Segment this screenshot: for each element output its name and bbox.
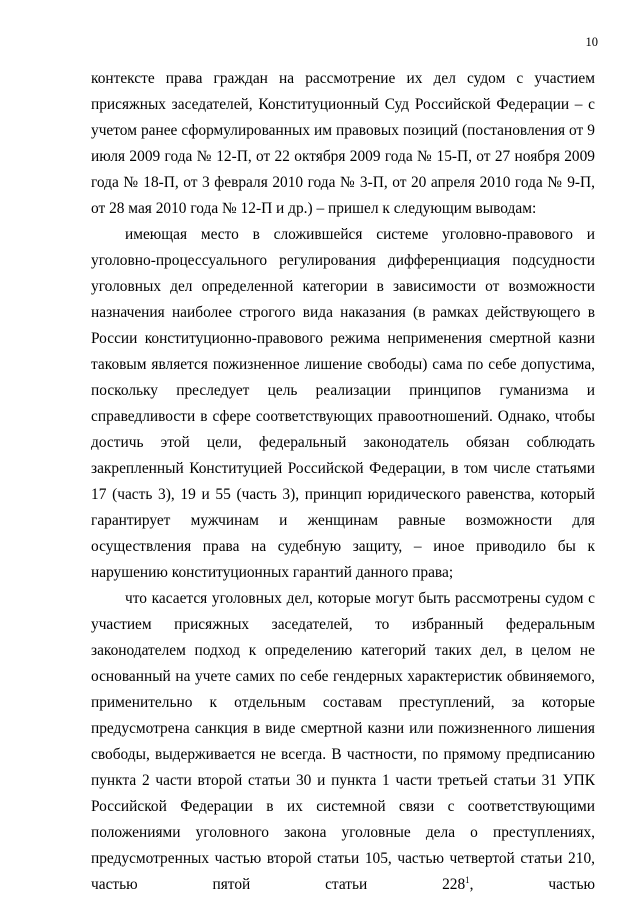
paragraph-text: что касается уголовных дел, которые могут быть рассмотрены судом с участием присяжных заседателей, то избранный федеральным законодателем подход к определению категорий таких дел, в целом не основанный на учете самих по себе гендерных характеристик обвиняемого, применительно к отдельным составам преступлений, за которые предусмотрена санкция в виде смертной казни или пожизненного лишения свободы, выдерживается не всегда. В частности, по прямому предписанию пункта 2 части второй статьи 30 и пункта 1 части третьей статьи 31 УПК Российской Федерации в их системной связи с соответствующими положениями уголовного закона уголовные дела о преступлениях, предусмотренных частью второй статьи 105, частью четвертой статьи 210, частью пятой статьи 228 (91, 590, 595, 893)
document-body (91, 66, 595, 898)
paragraph-continuation: контексте права граждан на рассмотрение их дел судом с участием присяжных заседателей, Конституционный Суд Российской Федерации – с учетом ранее сформулированных им правовых позиций (постановления от 9 июля 2009 года № 12-П, от 22 октября 2009 года № 15-П, от 27 ноября 2009 года № 18-П, от 3 февраля 2010 года № 3-П, от 20 апреля 2010 года № 9-П, от 28 мая 2010 года № 12-П и др.) – пришел к следующим выводам: (91, 70, 595, 217)
page-number: 10 (585, 35, 598, 49)
paragraph-conclusion-jury-cases (91, 586, 595, 898)
paragraph-text-tail: , частью (469, 876, 596, 893)
paragraph-conclusion-differentiation: имеющая место в сложившейся системе уголовно-правового и уголовно-процессуального регулирования дифференциация подсудности уголовных дел определенной категории в зависимости от возможности назначения наиболее строгого вида наказания (в рамках действующего в России конституционно-правового режима неприменения смертной казни таковым является пожизненное лишение свободы) сама по себе допустима, поскольку преследует цель реализации принципов гуманизма и справедливости в сфере соответствующих правоотношений. Однако, чтобы достичь этой цели, федеральный законодатель обязан соблюдать закрепленный Конституцией Российской Федерации, в том числе статьями 17 (часть 3), 19 и 55 (часть 3), принцип юридического равенства, который гарантирует мужчинам и женщинам равные возможности для осуществления права на судебную защиту, – иное приводило бы к нарушению конституционных гарантий данного права; (91, 226, 595, 581)
footnote-superscript: 1 (465, 874, 470, 885)
